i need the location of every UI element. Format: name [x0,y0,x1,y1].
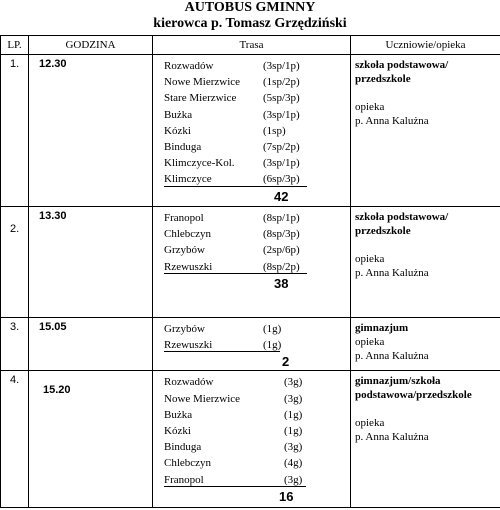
stop-count: (3g) [284,473,303,486]
care-label: opieka [355,417,385,430]
stop-count: (1g) [284,408,303,421]
stop-count: (8sp/1p) [263,212,300,224]
stop-count: (1g) [263,323,282,335]
stop-count: (5sp/3p) [263,92,300,105]
table-row [1,55,500,207]
students-cell [351,207,500,318]
stop-name: Nowe Mierzwice [164,76,241,89]
route-cell [153,318,351,371]
route-total: 16 [279,488,294,504]
route-stop [164,107,350,123]
stop-count: (2sp/6p) [263,244,300,257]
care-label: opieka [355,336,385,348]
stop-count: (1sp) [263,124,286,137]
students-cell [351,318,500,371]
school-type: szkoła podstawowa/ [355,59,449,71]
students-cell [351,55,500,207]
stop-name: Klimczyce-Kol. [164,157,235,170]
stop-name: Kózki [164,424,191,437]
stop-name: Kózki [164,124,191,137]
school-type-cont: podstawowa/przedszkole [355,389,472,402]
driver-subtitle: kierowca p. Tomasz Grzędziński [153,16,347,31]
route-cell [153,55,351,207]
stop-name: Bużka [164,408,193,421]
schedule-table [0,35,500,508]
route-stop [164,155,350,171]
stop-name: Chlebczyn [164,228,212,241]
sum-underline [164,186,307,187]
school-type-cont: przedszkole [355,73,411,85]
stop-count: (7sp/2p) [263,140,300,153]
stop-name: Grzybów [164,323,205,335]
route-stop [164,391,350,407]
header-time: GODZINA [29,36,153,55]
route-stop [164,407,350,423]
route-stop [164,210,350,226]
stop-name: Franopol [164,212,204,224]
row-number: 3. [1,318,29,371]
route-total: 42 [274,188,289,204]
route-stop [164,455,350,471]
school-type: gimnazjum/szkoła [355,375,441,388]
route-stop [164,139,350,155]
care-person: p. Anna Kalużna [355,431,429,444]
table-row [1,371,500,508]
stop-name: Rzewuszki [164,260,213,273]
row-number: 2. [1,207,29,318]
stop-name: Nowe Mierzwice [164,392,241,405]
route-cell [153,371,351,508]
stop-count: (3sp/1p) [263,157,300,170]
table-header-row [1,36,500,55]
stop-count: (3sp/1p) [263,108,300,121]
departure-time: 12.30 [29,55,153,207]
route-stop [164,171,350,187]
row-number: 1. [1,55,29,207]
table-row [1,318,500,371]
route-stop [164,472,350,488]
departure-time: 13.30 [29,207,153,318]
students-cell [351,371,500,508]
stop-count: (3g) [284,392,303,405]
header-lp: LP. [1,36,29,55]
stop-count: (6sp/3p) [263,173,300,186]
stop-count: (3g) [284,376,303,389]
route-stop [164,374,350,390]
school-type: gimnazjum [355,322,409,334]
stop-name: Grzybów [164,244,205,257]
page-title: AUTOBUS GMINNY [184,0,316,15]
route-total: 38 [274,275,289,291]
header-route: Trasa [153,36,351,55]
stop-name: Rozwadów [164,60,214,72]
stop-count: (1sp/2p) [263,76,300,89]
stop-count: (8sp/2p) [263,260,300,273]
route-stop [164,123,350,139]
route-stop [164,259,350,275]
care-person: p. Anna Kalużna [355,267,429,279]
departure-time: 15.05 [29,318,153,371]
stop-count: (4g) [284,457,303,470]
route-stop [164,337,350,353]
route-cell [153,207,351,318]
stop-name: Binduga [164,140,202,153]
care-person: p. Anna Kalużna [355,115,429,127]
sum-underline [164,486,306,487]
stop-name: Chlebczyn [164,457,212,470]
route-total: 2 [282,354,290,370]
row-number: 4. [1,371,29,508]
route-stop [164,242,350,258]
stop-count: (8sp/3p) [263,228,300,241]
stop-count: (3sp/1p) [263,60,300,72]
sum-underline [164,273,307,274]
stop-name: Rzewuszki [164,339,213,352]
stop-name: Rozwadów [164,376,214,389]
stop-name: Stare Mierzwice [164,92,237,105]
care-label: opieka [355,101,385,113]
care-label: opieka [355,253,385,265]
route-stop [164,58,350,74]
stop-name: Binduga [164,441,202,454]
stop-count: (3g) [284,441,303,454]
departure-time: 15.20 [29,371,153,508]
stop-count: (1g) [263,339,282,352]
table-row [1,207,500,318]
stop-count: (1g) [284,424,303,437]
route-stop [164,423,350,439]
stop-name: Bużka [164,108,193,121]
care-person: p. Anna Kalużna [355,350,429,362]
route-stop [164,321,350,337]
header-students: Uczniowie/opieka [351,36,500,55]
sum-underline [164,351,280,352]
school-type-cont: przedszkole [355,225,411,237]
route-stop [164,226,350,242]
stop-name: Franopol [164,473,204,486]
route-stop [164,74,350,90]
school-type: szkoła podstawowa/ [355,211,449,223]
stop-name: Klimczyce [164,173,212,186]
route-stop [164,439,350,455]
route-stop [164,90,350,106]
